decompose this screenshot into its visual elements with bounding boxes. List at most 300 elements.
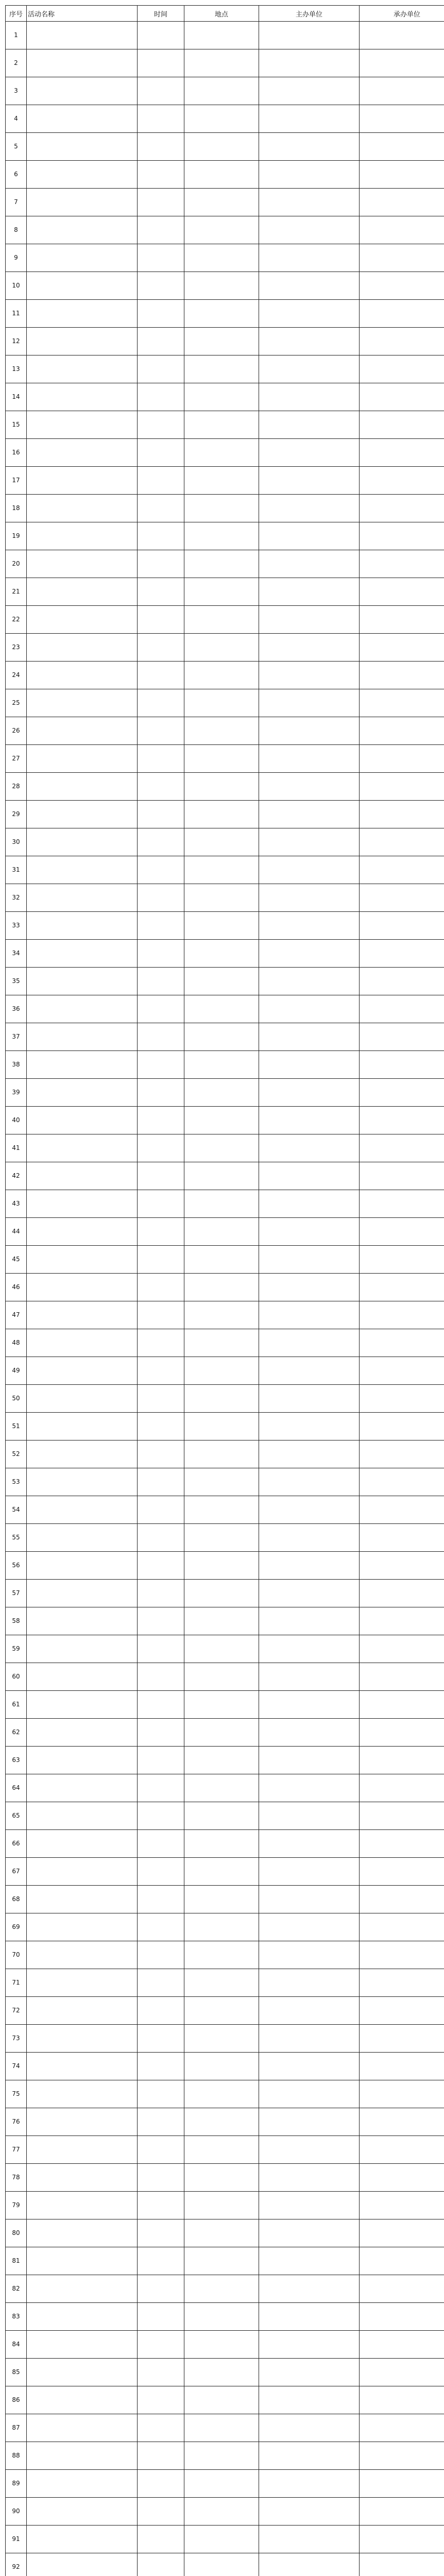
row-organizer: [360, 1997, 444, 2025]
row-place: [184, 439, 259, 467]
row-organizer: [360, 2470, 444, 2498]
row-time: [138, 884, 184, 912]
row-time: [138, 2442, 184, 2470]
row-organizer: [360, 1023, 444, 1051]
row-organizer: [360, 689, 444, 717]
row-time: [138, 2553, 184, 2576]
row-index: 27: [6, 745, 27, 773]
table-row: [6, 1385, 444, 1413]
row-host: [259, 105, 360, 133]
row-organizer: [360, 522, 444, 550]
row-name: [27, 1134, 138, 1162]
row-name: [27, 1329, 138, 1357]
row-host: [259, 1969, 360, 1997]
row-time: [138, 1301, 184, 1329]
row-name: [27, 2359, 138, 2386]
header-time: 时间: [138, 6, 184, 22]
table-row: [6, 801, 444, 828]
row-name: [27, 689, 138, 717]
header-host: 主办单位: [259, 6, 360, 22]
row-index: 66: [6, 1830, 27, 1858]
row-index: 58: [6, 1607, 27, 1635]
row-index: 65: [6, 1802, 27, 1830]
table-row: [6, 189, 444, 216]
row-name: [27, 1246, 138, 1274]
row-organizer: [360, 1051, 444, 1079]
row-name: [27, 495, 138, 522]
row-index: 25: [6, 689, 27, 717]
row-organizer: [360, 2303, 444, 2331]
row-organizer: [360, 189, 444, 216]
row-host: [259, 550, 360, 578]
row-index: 64: [6, 1774, 27, 1802]
row-index: 85: [6, 2359, 27, 2386]
row-organizer: [360, 995, 444, 1023]
table-row: [6, 1357, 444, 1385]
row-name: [27, 1524, 138, 1552]
row-time: [138, 2470, 184, 2498]
table-row: [6, 411, 444, 439]
row-organizer: [360, 216, 444, 244]
row-index: 32: [6, 884, 27, 912]
row-name: [27, 2414, 138, 2442]
row-name: [27, 2247, 138, 2275]
row-name: [27, 328, 138, 355]
row-time: [138, 2080, 184, 2108]
row-host: [259, 968, 360, 995]
row-index: 50: [6, 1385, 27, 1413]
row-host: [259, 801, 360, 828]
row-organizer: [360, 1190, 444, 1218]
row-place: [184, 1886, 259, 1913]
row-host: [259, 2108, 360, 2136]
row-index: 41: [6, 1134, 27, 1162]
row-place: [184, 2080, 259, 2108]
row-index: 37: [6, 1023, 27, 1051]
table-row: [6, 1552, 444, 1580]
row-host: [259, 1079, 360, 1107]
row-name: [27, 1023, 138, 1051]
row-time: [138, 1246, 184, 1274]
row-place: [184, 2219, 259, 2247]
row-host: [259, 1246, 360, 1274]
row-index: 48: [6, 1329, 27, 1357]
table-row: [6, 467, 444, 495]
row-name: [27, 662, 138, 689]
row-index: 31: [6, 856, 27, 884]
row-name: [27, 1747, 138, 1774]
row-organizer: [360, 2219, 444, 2247]
table-row: [6, 1496, 444, 1524]
row-time: [138, 1941, 184, 1969]
row-time: [138, 1635, 184, 1663]
table-row: [6, 2386, 444, 2414]
row-index: 77: [6, 2136, 27, 2164]
table-row: [6, 2247, 444, 2275]
row-index: 42: [6, 1162, 27, 1190]
row-time: [138, 1997, 184, 2025]
row-host: [259, 2219, 360, 2247]
row-host: [259, 2164, 360, 2192]
row-index: 82: [6, 2275, 27, 2303]
row-time: [138, 300, 184, 328]
row-name: [27, 1830, 138, 1858]
table-row: [6, 2442, 444, 2470]
row-organizer: [360, 272, 444, 300]
row-place: [184, 1051, 259, 1079]
row-place: [184, 1830, 259, 1858]
row-name: [27, 2331, 138, 2359]
row-index: 28: [6, 773, 27, 801]
row-place: [184, 1663, 259, 1691]
row-index: 76: [6, 2108, 27, 2136]
row-time: [138, 662, 184, 689]
row-host: [259, 1440, 360, 1468]
row-organizer: [360, 940, 444, 968]
row-index: 38: [6, 1051, 27, 1079]
table-header: [6, 6, 444, 22]
row-place: [184, 1134, 259, 1162]
table-row: [6, 1274, 444, 1301]
row-organizer: [360, 1162, 444, 1190]
table-row: [6, 1607, 444, 1635]
row-place: [184, 467, 259, 495]
row-place: [184, 1301, 259, 1329]
row-name: [27, 272, 138, 300]
row-name: [27, 1858, 138, 1886]
row-organizer: [360, 1774, 444, 1802]
row-host: [259, 272, 360, 300]
row-host: [259, 1134, 360, 1162]
row-index: 79: [6, 2192, 27, 2219]
row-index: 74: [6, 2053, 27, 2080]
row-host: [259, 912, 360, 940]
row-name: [27, 995, 138, 1023]
row-time: [138, 355, 184, 383]
row-host: [259, 2247, 360, 2275]
row-host: [259, 1691, 360, 1719]
row-index: 23: [6, 634, 27, 662]
row-organizer: [360, 2275, 444, 2303]
row-name: [27, 1691, 138, 1719]
row-index: 17: [6, 467, 27, 495]
row-organizer: [360, 773, 444, 801]
table-row: [6, 2080, 444, 2108]
row-name: [27, 467, 138, 495]
row-place: [184, 2025, 259, 2053]
row-host: [259, 940, 360, 968]
row-index: 67: [6, 1858, 27, 1886]
row-host: [259, 1997, 360, 2025]
row-name: [27, 1802, 138, 1830]
table-row: [6, 912, 444, 940]
row-time: [138, 2331, 184, 2359]
row-index: 36: [6, 995, 27, 1023]
row-host: [259, 467, 360, 495]
row-time: [138, 773, 184, 801]
row-host: [259, 662, 360, 689]
row-place: [184, 1524, 259, 1552]
row-time: [138, 1079, 184, 1107]
row-name: [27, 1941, 138, 1969]
row-index: 71: [6, 1969, 27, 1997]
row-name: [27, 856, 138, 884]
row-name: [27, 77, 138, 105]
table-row: [6, 1134, 444, 1162]
row-time: [138, 2192, 184, 2219]
row-host: [259, 1190, 360, 1218]
row-index: 78: [6, 2164, 27, 2192]
row-place: [184, 550, 259, 578]
row-organizer: [360, 1496, 444, 1524]
row-time: [138, 717, 184, 745]
row-index: 81: [6, 2247, 27, 2275]
row-host: [259, 1552, 360, 1580]
row-host: [259, 1607, 360, 1635]
row-host: [259, 1719, 360, 1747]
row-index: 2: [6, 49, 27, 77]
row-host: [259, 1023, 360, 1051]
table-row: [6, 717, 444, 745]
row-time: [138, 1969, 184, 1997]
row-organizer: [360, 411, 444, 439]
row-name: [27, 2553, 138, 2576]
row-index: 15: [6, 411, 27, 439]
table-row: [6, 1079, 444, 1107]
row-organizer: [360, 2080, 444, 2108]
table-row: [6, 1023, 444, 1051]
row-organizer: [360, 105, 444, 133]
row-host: [259, 216, 360, 244]
table-row: [6, 2553, 444, 2576]
row-time: [138, 1134, 184, 1162]
row-place: [184, 940, 259, 968]
row-place: [184, 77, 259, 105]
row-time: [138, 2526, 184, 2553]
row-place: [184, 2192, 259, 2219]
row-place: [184, 884, 259, 912]
table-row: [6, 968, 444, 995]
row-index: 87: [6, 2414, 27, 2442]
row-index: 72: [6, 1997, 27, 2025]
table-row: [6, 244, 444, 272]
row-organizer: [360, 328, 444, 355]
row-place: [184, 1997, 259, 2025]
table-row: [6, 1635, 444, 1663]
row-index: 61: [6, 1691, 27, 1719]
row-organizer: [360, 1440, 444, 1468]
row-host: [259, 1301, 360, 1329]
row-name: [27, 1357, 138, 1385]
row-organizer: [360, 1802, 444, 1830]
row-organizer: [360, 1663, 444, 1691]
row-organizer: [360, 2164, 444, 2192]
row-time: [138, 1858, 184, 1886]
row-time: [138, 1552, 184, 1580]
row-place: [184, 105, 259, 133]
table-row: [6, 1858, 444, 1886]
row-time: [138, 495, 184, 522]
row-host: [259, 2053, 360, 2080]
row-host: [259, 2526, 360, 2553]
table-row: [6, 2331, 444, 2359]
row-host: [259, 1162, 360, 1190]
row-place: [184, 411, 259, 439]
row-name: [27, 634, 138, 662]
row-organizer: [360, 133, 444, 161]
table-row: [6, 161, 444, 189]
row-organizer: [360, 1747, 444, 1774]
row-organizer: [360, 1079, 444, 1107]
row-index: 9: [6, 244, 27, 272]
row-organizer: [360, 1274, 444, 1301]
row-time: [138, 244, 184, 272]
table-row: [6, 2303, 444, 2331]
row-place: [184, 1607, 259, 1635]
row-name: [27, 2164, 138, 2192]
row-organizer: [360, 2247, 444, 2275]
row-place: [184, 995, 259, 1023]
row-name: [27, 2498, 138, 2526]
row-index: 16: [6, 439, 27, 467]
row-index: 35: [6, 968, 27, 995]
row-name: [27, 1886, 138, 1913]
row-place: [184, 2359, 259, 2386]
row-time: [138, 2359, 184, 2386]
row-organizer: [360, 606, 444, 634]
row-host: [259, 244, 360, 272]
row-host: [259, 2442, 360, 2470]
row-index: 7: [6, 189, 27, 216]
row-time: [138, 1663, 184, 1691]
row-time: [138, 522, 184, 550]
row-name: [27, 606, 138, 634]
row-host: [259, 2470, 360, 2498]
table-row: [6, 662, 444, 689]
row-place: [184, 578, 259, 606]
row-time: [138, 1802, 184, 1830]
row-organizer: [360, 77, 444, 105]
row-index: 11: [6, 300, 27, 328]
row-name: [27, 1385, 138, 1413]
table-row: [6, 884, 444, 912]
row-name: [27, 801, 138, 828]
row-place: [184, 1691, 259, 1719]
row-time: [138, 2247, 184, 2275]
row-name: [27, 1190, 138, 1218]
row-place: [184, 2442, 259, 2470]
row-time: [138, 133, 184, 161]
row-index: 26: [6, 717, 27, 745]
row-organizer: [360, 355, 444, 383]
row-name: [27, 1079, 138, 1107]
row-organizer: [360, 1941, 444, 1969]
row-host: [259, 1051, 360, 1079]
row-time: [138, 1774, 184, 1802]
table-row: [6, 606, 444, 634]
row-time: [138, 49, 184, 77]
row-host: [259, 1385, 360, 1413]
row-name: [27, 383, 138, 411]
row-time: [138, 1524, 184, 1552]
row-name: [27, 2025, 138, 2053]
row-host: [259, 1413, 360, 1440]
row-time: [138, 77, 184, 105]
row-organizer: [360, 1524, 444, 1552]
row-place: [184, 2386, 259, 2414]
row-index: 91: [6, 2526, 27, 2553]
row-host: [259, 495, 360, 522]
row-index: 49: [6, 1357, 27, 1385]
row-name: [27, 2053, 138, 2080]
row-organizer: [360, 634, 444, 662]
row-index: 73: [6, 2025, 27, 2053]
row-index: 56: [6, 1552, 27, 1580]
row-organizer: [360, 2331, 444, 2359]
row-index: 69: [6, 1913, 27, 1941]
row-name: [27, 1997, 138, 2025]
row-host: [259, 1663, 360, 1691]
row-place: [184, 189, 259, 216]
table-row: [6, 2025, 444, 2053]
row-name: [27, 2386, 138, 2414]
header-name: 活动名称: [27, 6, 138, 22]
row-time: [138, 1413, 184, 1440]
row-time: [138, 2053, 184, 2080]
row-place: [184, 1635, 259, 1663]
table-row: [6, 745, 444, 773]
row-time: [138, 467, 184, 495]
table-row: [6, 1691, 444, 1719]
row-place: [184, 49, 259, 77]
row-time: [138, 1468, 184, 1496]
row-index: 10: [6, 272, 27, 300]
row-place: [184, 773, 259, 801]
row-organizer: [360, 2025, 444, 2053]
row-host: [259, 773, 360, 801]
row-time: [138, 1607, 184, 1635]
table-row: [6, 1719, 444, 1747]
row-organizer: [360, 1301, 444, 1329]
row-host: [259, 133, 360, 161]
row-host: [259, 828, 360, 856]
row-time: [138, 940, 184, 968]
row-organizer: [360, 2136, 444, 2164]
table-row: [6, 634, 444, 662]
row-name: [27, 22, 138, 49]
row-time: [138, 828, 184, 856]
row-index: 8: [6, 216, 27, 244]
row-place: [184, 2470, 259, 2498]
row-place: [184, 2164, 259, 2192]
row-index: 30: [6, 828, 27, 856]
table-row: [6, 2136, 444, 2164]
row-place: [184, 606, 259, 634]
row-index: 44: [6, 1218, 27, 1246]
row-index: 47: [6, 1301, 27, 1329]
table-row: [6, 2275, 444, 2303]
row-name: [27, 940, 138, 968]
header-index: 序号: [6, 6, 27, 22]
row-host: [259, 1107, 360, 1134]
row-time: [138, 968, 184, 995]
table-row: [6, 940, 444, 968]
row-place: [184, 1941, 259, 1969]
row-time: [138, 1023, 184, 1051]
row-place: [184, 300, 259, 328]
row-organizer: [360, 1580, 444, 1607]
row-place: [184, 1468, 259, 1496]
